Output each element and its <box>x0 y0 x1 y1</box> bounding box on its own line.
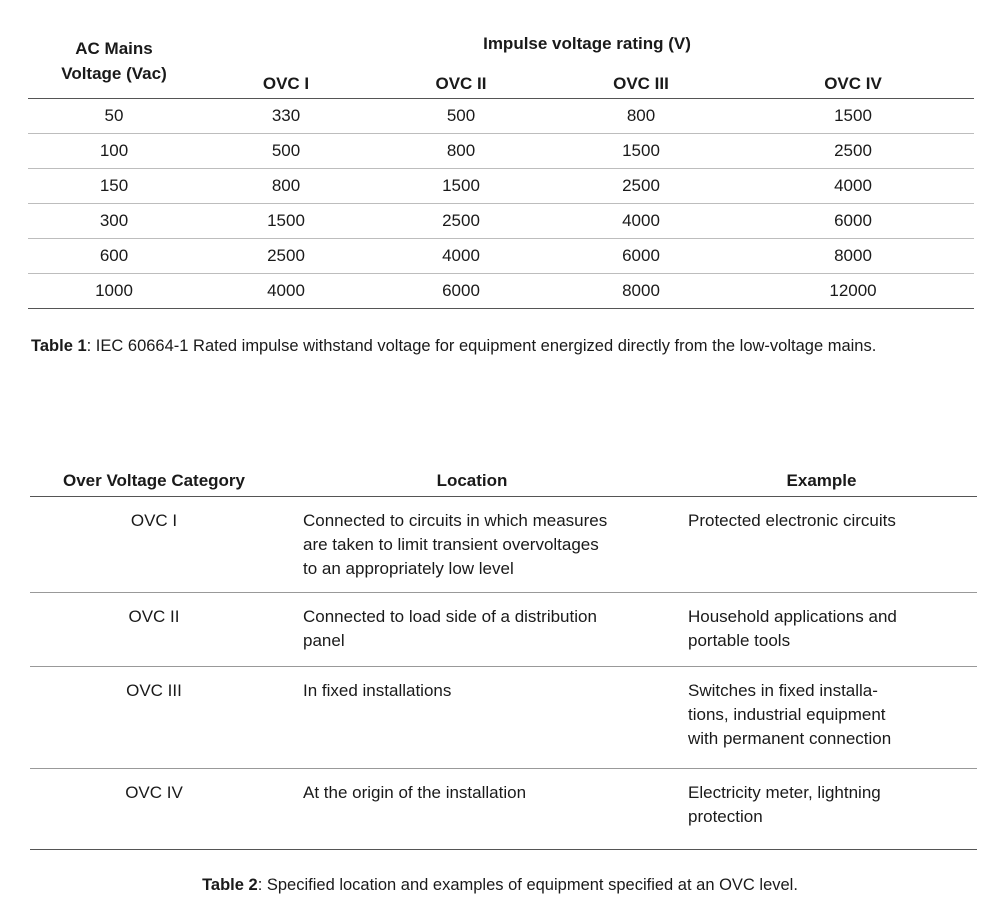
header-impulse-voltage-rating: Impulse voltage rating (V) <box>483 34 691 53</box>
ovc-location-table <box>30 467 977 850</box>
table-row <box>28 134 974 169</box>
cell-example <box>666 497 977 592</box>
cell-category: OVC III <box>126 681 182 700</box>
location-line: are taken to limit transient overvoltages <box>303 535 599 554</box>
cell-ovc-i: 2500 <box>267 246 305 265</box>
table2-caption-label: Table 2 <box>202 876 258 894</box>
table1-caption <box>31 335 876 357</box>
cell-ovc-i: 330 <box>271 106 301 125</box>
header-ovc-iii: OVC III <box>613 74 669 93</box>
cell-mains-voltage: 100 <box>99 141 129 160</box>
cell-ovc-ii: 500 <box>446 106 476 125</box>
cell-mains-voltage: 50 <box>104 106 124 125</box>
header-ac-mains-voltage <box>28 36 200 86</box>
cell-mains-voltage: 600 <box>99 246 129 265</box>
cell-ovc-iv: 8000 <box>834 246 872 265</box>
cell-mains-voltage: 150 <box>99 176 129 195</box>
cell-ovc-ii: 1500 <box>442 176 480 195</box>
cell-ovc-iii: 4000 <box>622 211 660 230</box>
header-over-voltage-category: Over Voltage Category <box>62 471 246 490</box>
cell-category: OVC IV <box>125 783 183 802</box>
table-row <box>30 769 977 850</box>
cell-example <box>666 667 977 768</box>
cell-mains-voltage: 300 <box>99 211 129 230</box>
header-ovc-ii: OVC II <box>435 74 487 93</box>
table-row <box>28 99 974 134</box>
table2-caption-text: : Specified location and examples of equipment specified at an OVC level. <box>257 876 798 894</box>
header-ovc-i: OVC I <box>262 74 310 93</box>
header-ovc-columns <box>200 72 974 96</box>
table1-caption-text: : IEC 60664-1 Rated impulse withstand voltage for equipment energized directly from the low-voltage mains. <box>86 337 877 355</box>
cell-category: OVC II <box>128 607 180 626</box>
cell-location <box>278 593 666 666</box>
table1-caption-label: Table 1 <box>31 337 87 355</box>
table1-body <box>28 99 974 309</box>
table-row <box>28 274 974 309</box>
cell-mains-voltage: 1000 <box>95 281 133 300</box>
header-example: Example <box>786 471 857 490</box>
cell-ovc-iii: 8000 <box>622 281 660 300</box>
cell-ovc-i: 4000 <box>267 281 305 300</box>
cell-ovc-ii: 6000 <box>442 281 480 300</box>
table-row <box>30 667 977 769</box>
header-location: Location <box>436 471 508 490</box>
location-line: In fixed installations <box>303 681 452 700</box>
example-line: Electricity meter, lightning <box>688 783 881 802</box>
cell-ovc-i: 500 <box>271 141 301 160</box>
cell-example <box>666 769 977 849</box>
cell-ovc-ii: 2500 <box>442 211 480 230</box>
cell-ovc-ii: 800 <box>446 141 476 160</box>
location-line: Connected to load side of a distribution <box>303 607 597 626</box>
header-ovc-iv: OVC IV <box>824 74 882 93</box>
table-row <box>28 239 974 274</box>
cell-location <box>278 769 666 849</box>
cell-ovc-iii: 1500 <box>622 141 660 160</box>
table-row <box>30 497 977 593</box>
cell-ovc-iv: 1500 <box>834 106 872 125</box>
example-line: with permanent connection <box>688 729 892 748</box>
header-ac-mains-line2: Voltage (Vac) <box>61 64 167 83</box>
table-row <box>28 169 974 204</box>
example-line: Protected electronic circuits <box>688 511 896 530</box>
cell-example <box>666 593 977 666</box>
table2-caption <box>0 874 1000 896</box>
cell-ovc-iii: 6000 <box>622 246 660 265</box>
cell-ovc-iv: 2500 <box>834 141 872 160</box>
location-line: At the origin of the installation <box>303 783 527 802</box>
location-line: to an appropriately low level <box>303 559 514 578</box>
header-ac-mains-line1: AC Mains <box>75 39 153 58</box>
cell-ovc-iii: 2500 <box>622 176 660 195</box>
cell-ovc-iv: 12000 <box>829 281 877 300</box>
cell-category: OVC I <box>130 511 178 530</box>
cell-ovc-i: 800 <box>271 176 301 195</box>
location-line: panel <box>303 631 345 650</box>
example-line: portable tools <box>688 631 791 650</box>
table2-header <box>30 467 977 497</box>
location-line: Connected to circuits in which measures <box>303 511 608 530</box>
cell-ovc-ii: 4000 <box>442 246 480 265</box>
example-line: Switches in fixed installa- <box>688 681 878 700</box>
cell-ovc-iii: 800 <box>626 106 656 125</box>
cell-ovc-iv: 6000 <box>834 211 872 230</box>
table-row <box>28 204 974 239</box>
impulse-voltage-table <box>28 30 974 309</box>
cell-location <box>278 667 666 768</box>
example-line: Household applications and <box>688 607 897 626</box>
example-line: protection <box>688 807 763 826</box>
example-line: tions, industrial equipment <box>688 705 886 724</box>
table-row <box>30 593 977 667</box>
table1-header <box>28 30 974 99</box>
cell-location <box>278 497 666 592</box>
cell-ovc-i: 1500 <box>267 211 305 230</box>
cell-ovc-iv: 4000 <box>834 176 872 195</box>
